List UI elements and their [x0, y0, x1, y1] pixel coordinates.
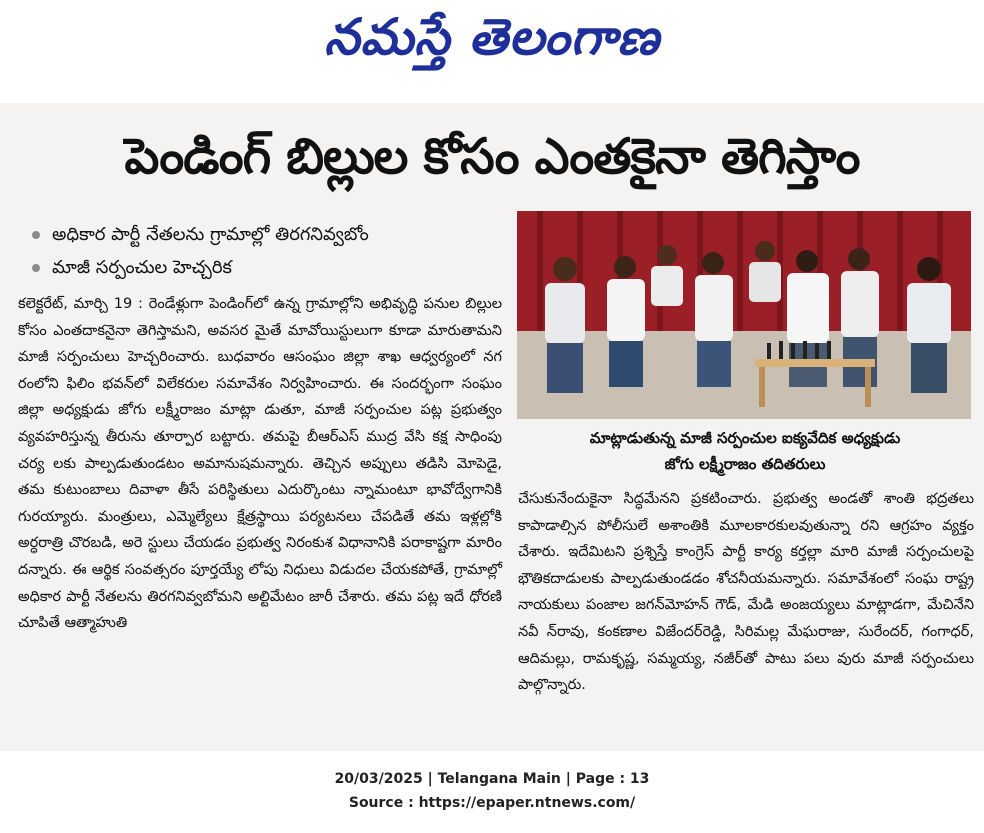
news-clipping	[0, 103, 984, 751]
page-footer	[0, 767, 984, 815]
source-link[interactable]: Source : https://epaper.ntnews.com/	[348, 795, 636, 811]
newspaper-logo: నమస్తే తెలంగాణ	[324, 8, 660, 66]
photo-caption	[520, 425, 970, 477]
edition-info: 20/03/2025 | Telangana Main | Page : 13	[334, 771, 650, 787]
bullet-icon	[32, 264, 40, 272]
subheading-list	[28, 218, 498, 284]
subheading-item	[28, 218, 498, 251]
masthead	[0, 0, 984, 100]
photo-caption-line: జోగు లక్ష్మీరాజం తదితరులు	[664, 455, 826, 473]
headline: పెండింగ్ బిల్లుల కోసం ఎంతకైనా తెగిస్తాం	[124, 128, 860, 185]
subheading-text: అధికార పార్టీ నేతలను గ్రామాల్లో తిరగనివ్వబోం	[52, 224, 369, 245]
news-photo	[517, 211, 971, 527]
article-body-right: చేసుకునేందుకైనా సిద్ధమేనని ప్రకటించారు. ప్రభుత్వ అండతో శాంతి భద్రతలు కాపాడాల్సిన పోలీసులే అశాంతికి మూలకారకులవుతున్నా రని ఆగ్రహం వ్యక్తం చేశారు. ఇదేమిటని ప్రశ్నిస్తే కాంగ్రెస్ పార్టీ కార్య కర్తల్లా మారి మాజీ సర్పంచులపై భౌతికదాడులకు పాల్పడుతుండడం శోచనీయమన్నారు. సమావేశంలో సంఘ రాష్ట్ర నాయకులు పంజాల జగన్‌మోహన్ గౌడ్, మేడి అంజయ్యలు మాట్లాడగా, మేచినేని నవీ న్‌రావు, కంకణాల విజేందర్‌రెడ్డి, సిరిమల్ల మేఘరాజు, సురేందర్, గంగాధర్, ఆదిమల్లు, రామకృష్ణ, సమ్మయ్య, నజీర్‌తో పాటు పలు వురు మాజీ సర్పంచులు పాల్గొన్నారు.	[518, 491, 974, 694]
article-body-left: కలెక్టరేట్, మార్చి 19 : రెండేళ్లుగా పెండింగ్‌లో ఉన్న గ్రామాల్లోని అభివృద్ధి పనుల బిల్లుల కోసం ఎంతదాకనైనా తెగిస్తామని, అవసర మైతే మావోయిస్టులుగా కూడా మారుతామని మాజీ సర్పంచులు హెచ్చరించారు. బుధవారం ఆసంఘం జిల్లా శాఖ ఆధ్వర్యంలో నగ రంలోని ఫిలిం భవన్‌లో విలేకరుల సమావేశం నిర్వహించారు. ఈ సందర్భంగా సంఘం జిల్లా అధ్యక్షుడు జోగు లక్ష్మీరాజం మాట్లా డుతూ, మాజీ సర్పంచుల పట్ల ప్రభుత్వం వ్యవహరిస్తున్న తీరును తూర్పార బట్టారు. తమపై బీఆర్‌ఎస్ ముద్ర వేసి కక్ష సాధింపు చర్య లకు పాల్పడుతుండటం అమానుషమన్నారు. తెచ్చిన అప్పులు తడిసి మోపెడై, తమ కుటుంబాలు దివాళా తీసే పరిస్థితులు ఎదుర్కొంటు న్నామంటూ భావోద్వేగానికి గురయ్యారు. మంత్రులు, ఎమ్మెల్యేలు క్షేత్రస్థాయి పర్యటనలు చేపడితే తమ ఇళ్లల్లోకి అర్ధరాత్రి చొరబడి, అరె స్టులు చేయడం ప్రభుత్వ నిరంకుశ విధానానికి పరాకాష్టగా మారిం దన్నారు. ఈ ఆర్థిక సంవత్సరం పూర్తయ్యే లోపు నిధులు విడుదల చేయకపోతే, గ్రామాల్లో అధికార పార్టీ నేతలను తిరగనివ్వబోమని అల్టిమేటం జారీ చేశారు. తమ పట్ల ఇదే ధోరణి చూపితే ఆత్మాహుతి	[18, 296, 502, 632]
press-meet-photo	[517, 211, 971, 419]
subheading-item	[28, 251, 498, 284]
photo-caption-line: మాట్లాడుతున్న మాజీ సర్పంచుల ఐక్యవేదిక అధ్యక్షుడు	[589, 429, 901, 447]
bullet-icon	[32, 231, 40, 239]
subheading-text: మాజీ సర్పంచుల హెచ్చరిక	[52, 257, 232, 278]
